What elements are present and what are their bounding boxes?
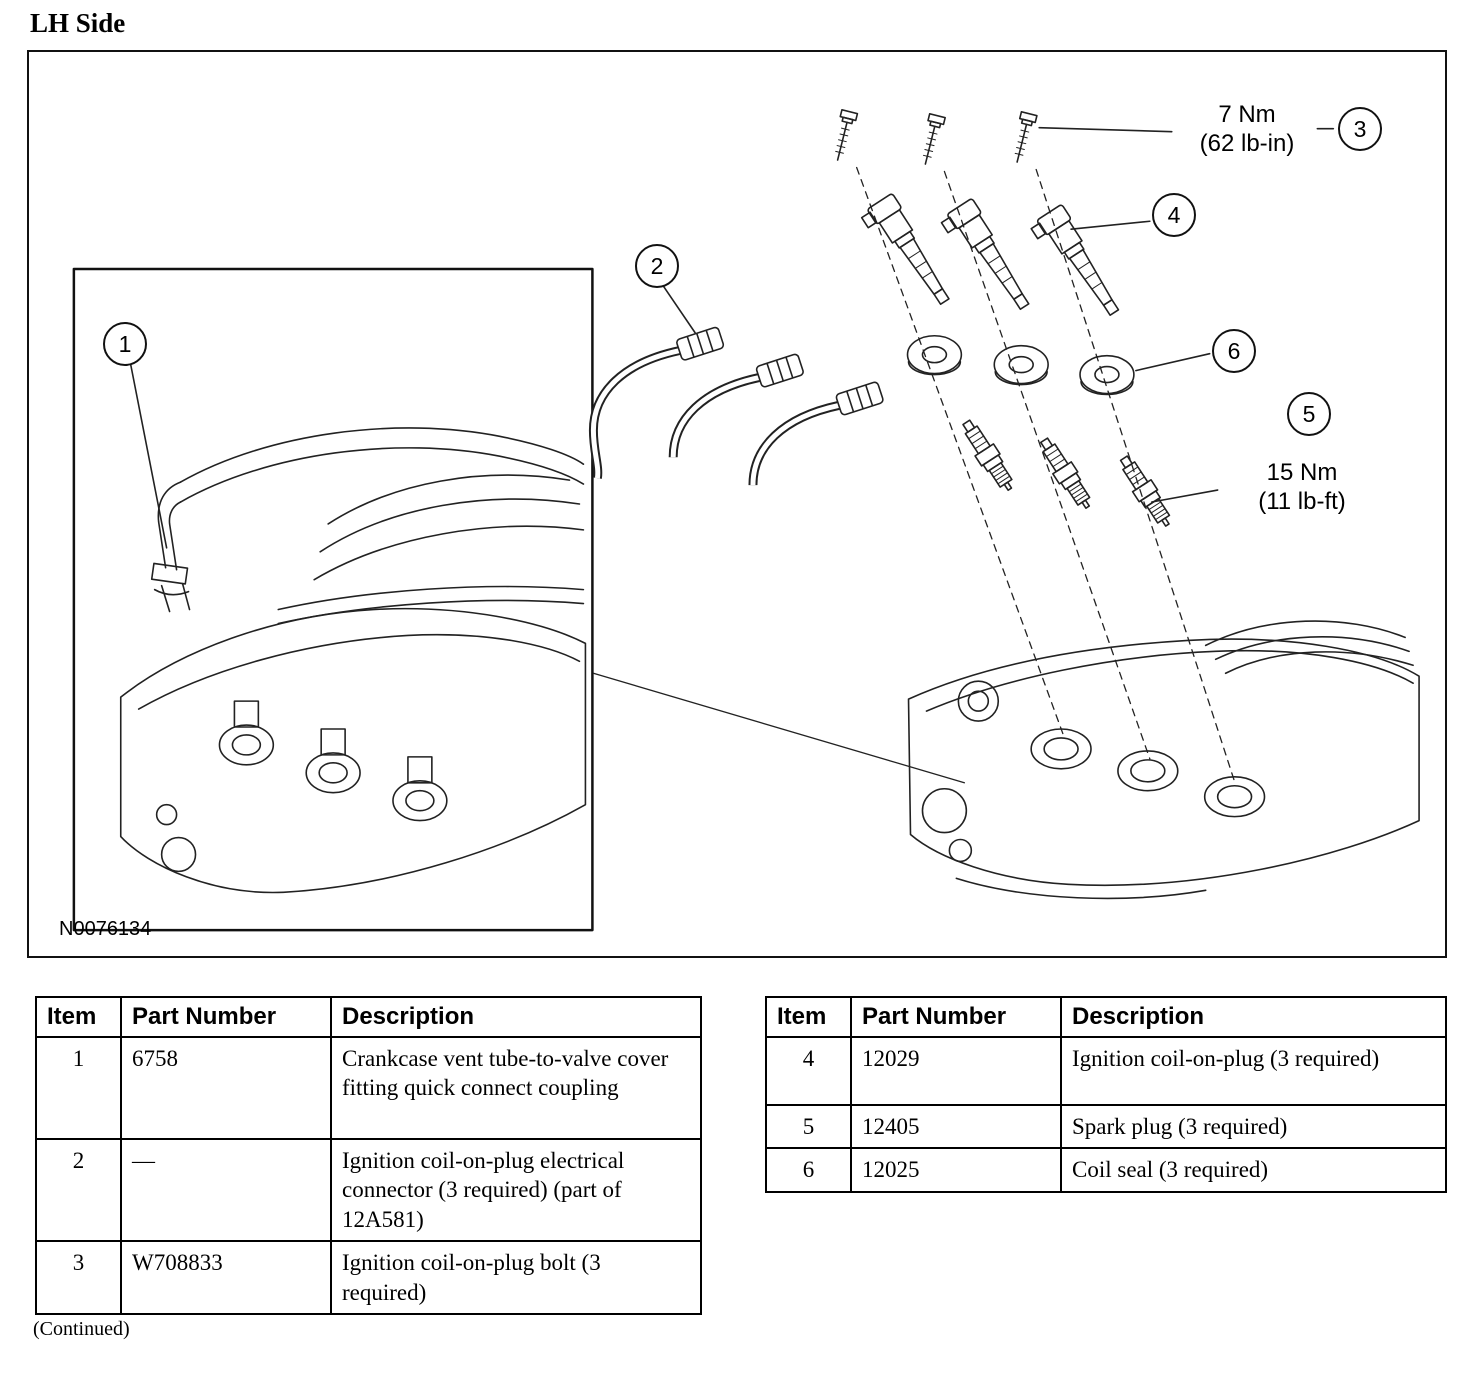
torque-top-line1: 7 Nm [1218,101,1276,128]
spark-plug [1115,452,1177,531]
cell-description: Ignition coil-on-plug bolt (3 required) [331,1241,701,1314]
leader-line-3 [1039,128,1172,132]
coil-connector [673,353,804,457]
coil-connector [753,381,884,485]
leader-line-5 [1152,490,1218,502]
cell-part-number: — [121,1139,331,1241]
cell-item: 5 [766,1105,851,1148]
ignition-coil [939,198,1037,319]
ignition-coil [1029,204,1127,325]
table-header-row [766,997,1446,1037]
parts-table-left [35,996,702,1315]
leader-line-4 [1071,221,1150,229]
torque-top-line2: (62 lb-in) [1199,130,1295,157]
cell-item: 3 [36,1241,121,1314]
col-header-item: Item [36,997,121,1037]
cell-part-number: 12029 [851,1037,1061,1105]
table-row [36,1037,701,1139]
torque-bottom-line1: 15 Nm [1266,459,1338,486]
torque-bottom-line2: (11 lb-ft) [1258,488,1346,515]
coil-seal [908,336,962,375]
page-heading: LH Side [30,8,126,38]
cell-part-number: 6758 [121,1037,331,1139]
cell-description: Ignition coil-on-plug electrical connector (3 required) (part of 12A581) [331,1139,701,1241]
callout-1: 1 [103,322,147,366]
parts-table-right [765,996,1447,1193]
diagram-box [27,50,1447,958]
cell-part-number: W708833 [121,1241,331,1314]
coil-seal [994,346,1048,385]
callout-4: 4 [1152,193,1196,237]
cell-part-number: 12405 [851,1105,1061,1148]
spark-plug [957,416,1019,495]
continued-note: (Continued) [33,1318,130,1340]
coil-seal [1080,356,1134,395]
bolt-icon [918,114,946,166]
callout-5: 5 [1287,392,1331,436]
table-row [36,1241,701,1314]
table-row [766,1148,1446,1191]
cell-description: Ignition coil-on-plug (3 required) [1061,1037,1446,1105]
engine-right [909,621,1420,898]
cell-part-number: 12025 [851,1148,1061,1191]
cell-description: Spark plug (3 required) [1061,1105,1446,1148]
figure-id: N0076134 [59,918,152,940]
torque-label-bottom [1222,458,1382,516]
leader-line-6 [1136,354,1210,371]
callout-6: 6 [1212,329,1256,373]
col-header-part-number: Part Number [851,997,1061,1037]
table-row [766,1037,1446,1105]
col-header-part-number: Part Number [121,997,331,1037]
bolt-icon [830,110,858,162]
col-header-description: Description [1061,997,1446,1037]
cell-item: 4 [766,1037,851,1105]
cell-item: 2 [36,1139,121,1241]
table-header-row [36,997,701,1037]
assembly-axis-lines [857,167,1236,784]
cell-item: 6 [766,1148,851,1191]
ignition-coil [860,193,958,314]
bolt-icon [1009,112,1037,164]
callout-2: 2 [635,244,679,288]
leader-line-2 [661,283,695,333]
cell-description: Coil seal (3 required) [1061,1148,1446,1191]
col-header-item: Item [766,997,851,1037]
table-row [36,1139,701,1241]
table-row [766,1105,1446,1148]
cell-item: 1 [36,1037,121,1139]
callout-3: 3 [1338,107,1382,151]
cell-description: Crankcase vent tube-to-valve cover fitting quick connect coupling [331,1037,701,1139]
col-header-description: Description [331,997,701,1037]
spark-plug [1035,434,1097,513]
torque-label-top [1167,100,1327,158]
